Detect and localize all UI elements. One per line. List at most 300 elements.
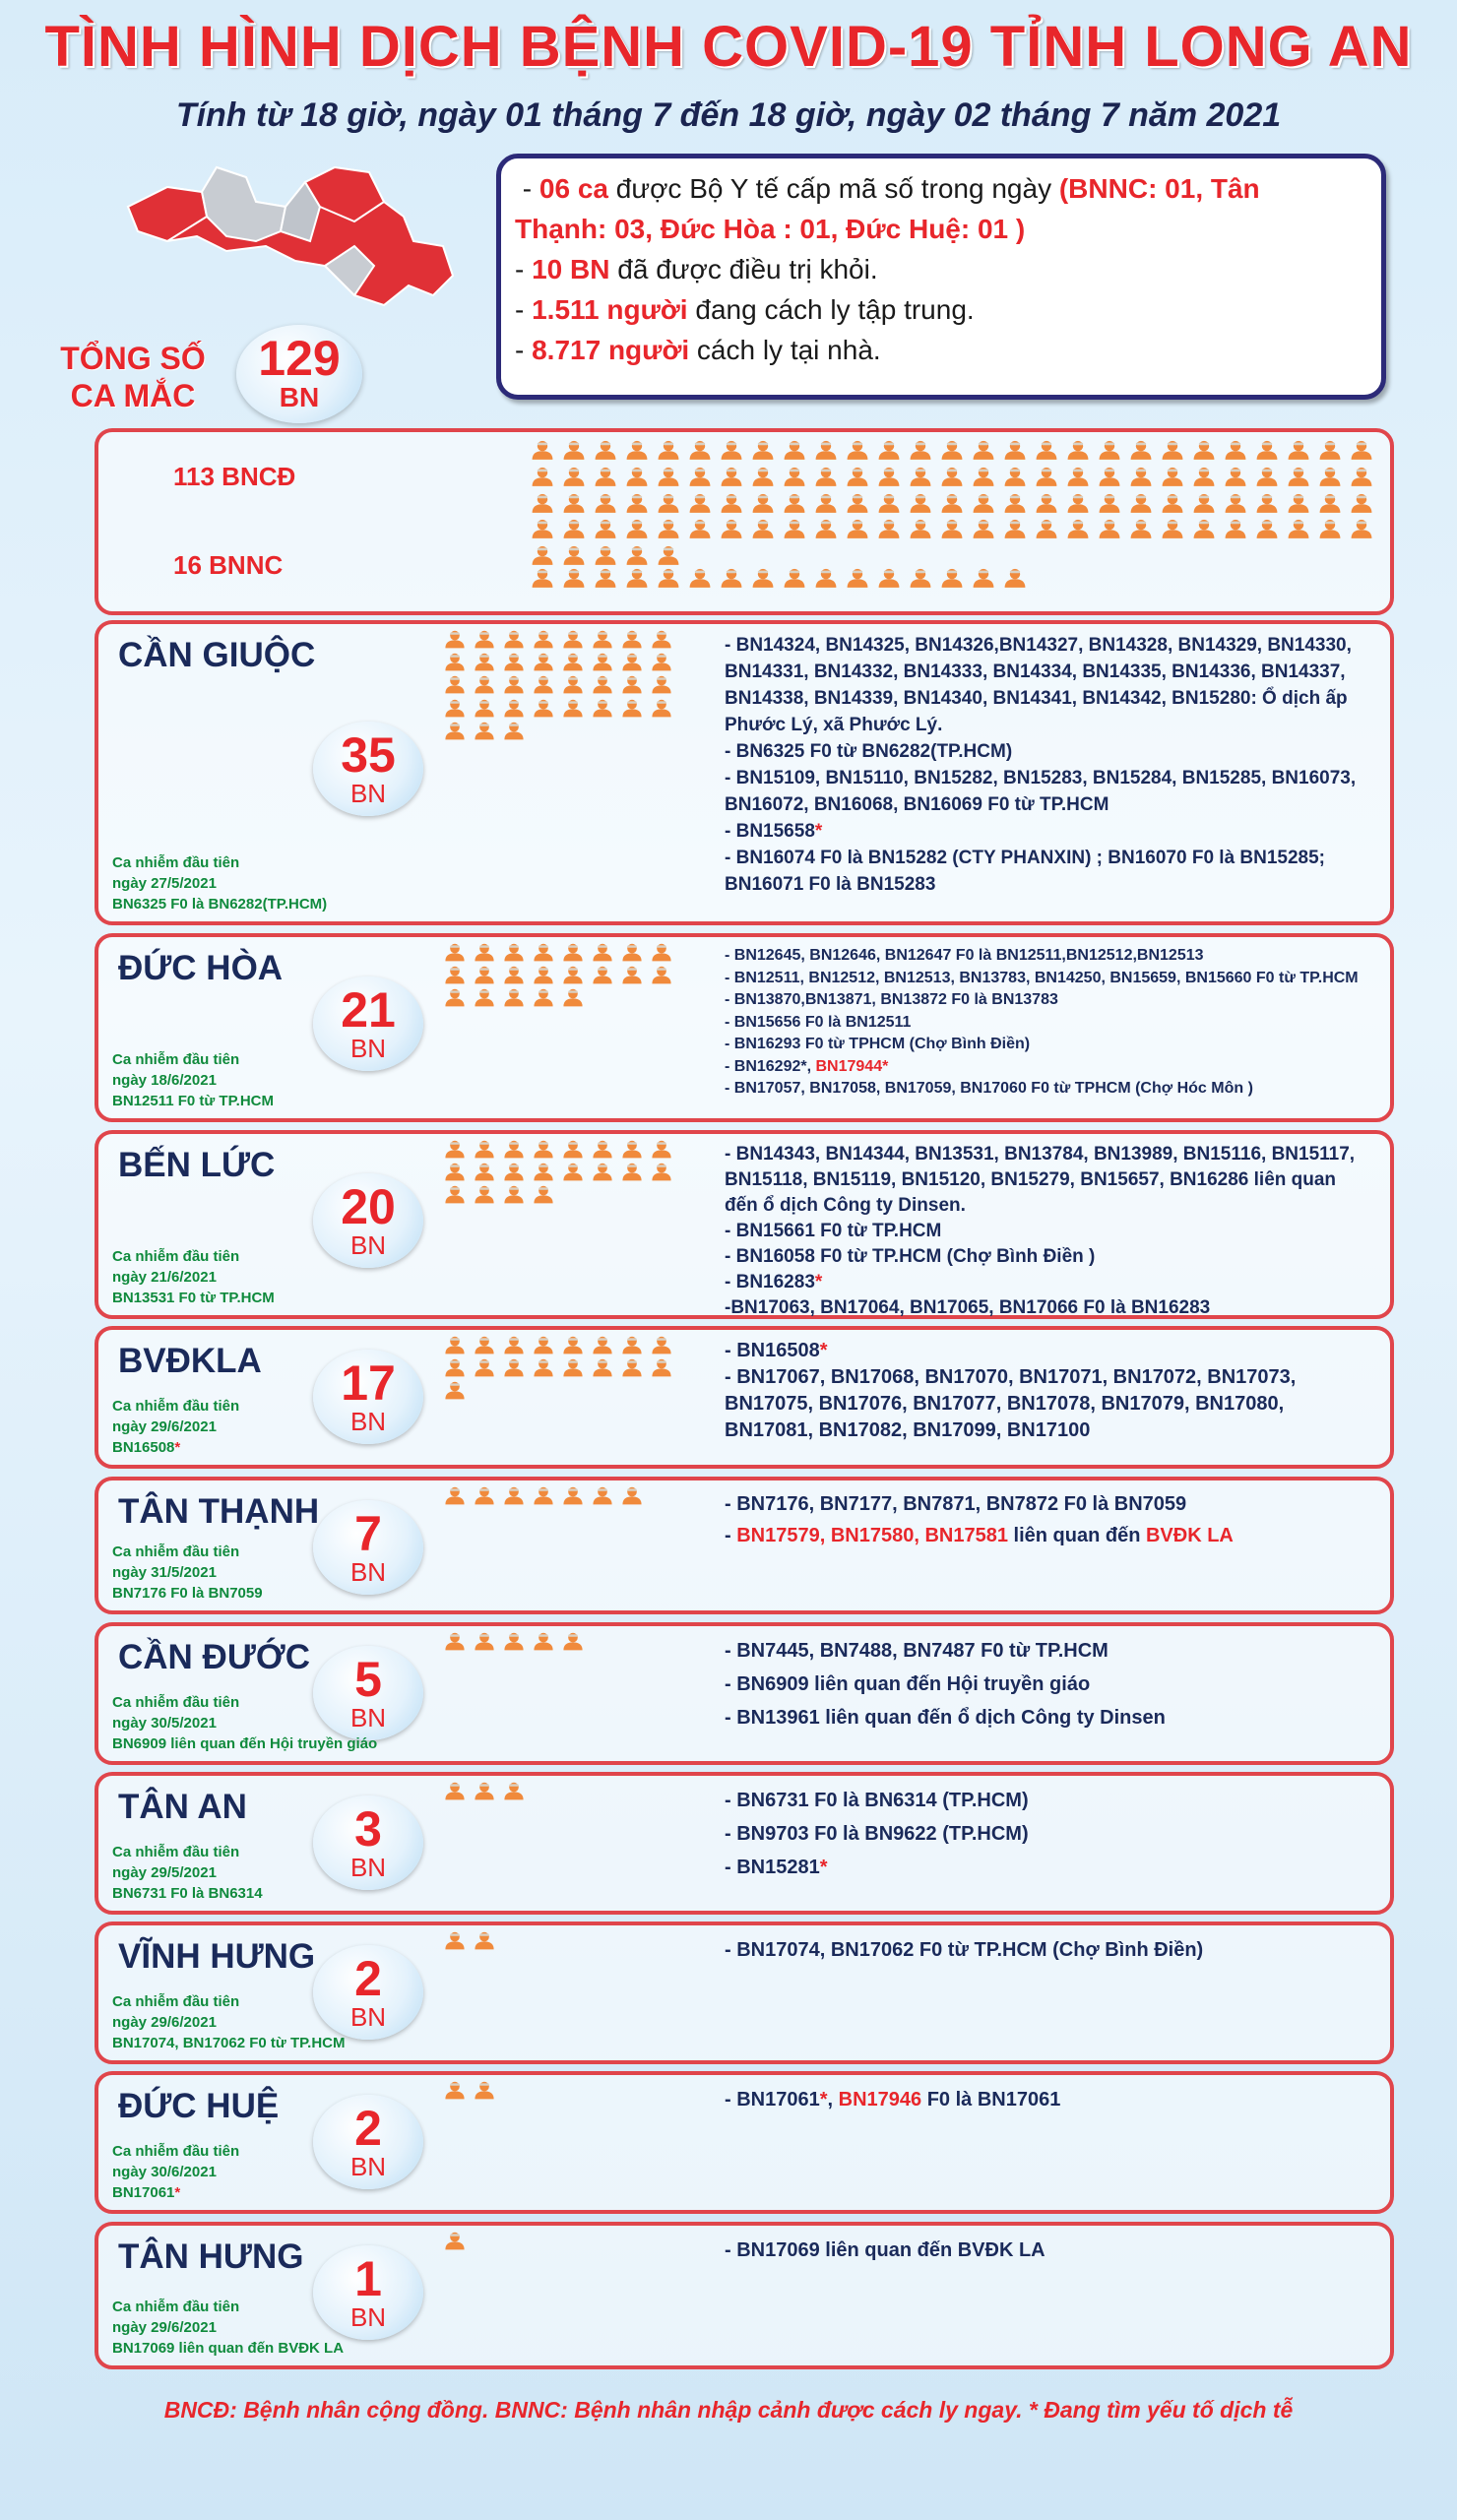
first-case-source-text: BN16508 <box>112 1439 175 1456</box>
bncd-person-grid <box>530 440 1386 566</box>
person-icon <box>971 440 996 461</box>
total-cases-bubble <box>236 325 362 423</box>
summary-line-3 <box>515 249 1367 289</box>
person-icon <box>656 467 681 487</box>
person-icon <box>532 630 555 649</box>
person-icon <box>502 988 526 1007</box>
person-icon <box>473 1782 496 1800</box>
total-cases-label <box>39 340 226 414</box>
person-icon <box>561 1140 585 1159</box>
detail-text: -BN17063, BN17064, BN17065, BN17066 F0 là BN16283 <box>725 1297 1211 1318</box>
person-icon <box>1065 493 1091 514</box>
bncd-label: 113 BNCĐ <box>173 462 296 491</box>
person-icon <box>561 440 587 461</box>
detail-text: - BN16058 F0 từ TP.HCM (Chợ Bình Điền ) <box>725 1246 1096 1267</box>
district-details <box>725 1933 1374 1967</box>
person-icon <box>443 1336 467 1354</box>
person-icon <box>561 675 585 694</box>
person-icon <box>1286 467 1311 487</box>
person-icon <box>593 519 618 539</box>
person-icon <box>591 1486 614 1505</box>
district-count: 21 <box>341 982 396 1038</box>
person-icon <box>1349 440 1374 461</box>
person-icon <box>719 519 744 539</box>
person-icon <box>473 1185 496 1204</box>
first-case-date: ngày 18/6/2021 <box>112 1072 217 1089</box>
detail-text: - BN6909 liên quan đến Hội truyền giáo <box>725 1673 1091 1695</box>
detail-line <box>725 945 1374 968</box>
person-icon <box>687 440 713 461</box>
person-icon <box>1191 493 1217 514</box>
district-count-bubble <box>313 2095 423 2189</box>
summary-quarantine: 1.511 người <box>532 294 688 325</box>
person-icon <box>1034 519 1059 539</box>
person-icon <box>443 1140 467 1159</box>
person-icon <box>443 1931 467 1950</box>
district-card <box>95 2222 1394 2369</box>
person-icon <box>561 630 585 649</box>
person-icon <box>1317 440 1343 461</box>
detail-tail-2: F0 là BN17061 <box>921 2089 1061 2110</box>
footer-legend: BNCĐ: Bệnh nhân cộng đồng. BNNC: Bệnh nhân nhập cảnh được cách ly ngay. * Đang tìm yếu tố dịch tễ <box>163 2397 1294 2423</box>
person-icon <box>593 568 618 589</box>
detail-highlight: * <box>819 2089 828 2110</box>
detail-tail: liên quan đến <box>1007 1525 1146 1546</box>
detail-text: - BN15656 F0 là BN12511 <box>725 1013 912 1031</box>
first-case-source <box>112 1288 275 1308</box>
first-case-date: ngày 29/5/2021 <box>112 1864 217 1881</box>
first-case-note <box>112 1396 239 1458</box>
district-details <box>725 1488 1374 1551</box>
first-case-source <box>112 2338 344 2359</box>
province-map-icon <box>108 148 463 325</box>
page-subtitle: Tính từ 18 giờ, ngày 01 tháng 7 đến 18 giờ, ngày 02 tháng 7 năm 2021 <box>175 96 1282 134</box>
detail-text: - BN9703 F0 là BN9622 (TP.HCM) <box>725 1823 1029 1845</box>
person-icon <box>473 966 496 984</box>
person-icon <box>591 675 614 694</box>
person-icon <box>650 943 673 962</box>
summary-dash: - <box>515 294 533 325</box>
total-count: 129 <box>258 331 341 386</box>
person-icon <box>473 722 496 740</box>
first-case-source-text: BN6731 F0 là BN6314 <box>112 1885 263 1902</box>
district-details <box>725 1784 1374 1884</box>
person-icon <box>624 440 650 461</box>
person-icon <box>443 2232 467 2250</box>
first-case-title: Ca nhiễm đầu tiên <box>112 854 240 871</box>
bnnc-label: 16 BNNC <box>173 550 284 580</box>
person-icon <box>502 630 526 649</box>
district-unit: BN <box>349 1557 387 1587</box>
person-icon <box>687 467 713 487</box>
person-icon <box>719 568 744 589</box>
person-icon <box>620 1486 644 1505</box>
person-icon <box>876 519 902 539</box>
person-icon <box>561 568 587 589</box>
person-icon <box>620 1336 644 1354</box>
person-icon <box>591 1336 614 1354</box>
person-icon <box>876 440 902 461</box>
person-icon <box>502 1486 526 1505</box>
person-icon <box>473 1358 496 1377</box>
person-icon <box>939 519 965 539</box>
person-icon <box>561 467 587 487</box>
first-case-note <box>112 1991 346 2053</box>
detail-line <box>725 738 1374 765</box>
person-icon <box>782 493 807 514</box>
first-case-note <box>112 852 327 914</box>
first-case-title: Ca nhiễm đầu tiên <box>112 2299 240 2315</box>
detail-text: - BN6731 F0 là BN6314 (TP.HCM) <box>725 1790 1029 1811</box>
person-icon <box>1034 440 1059 461</box>
district-unit: BN <box>349 1407 387 1436</box>
person-icon <box>656 545 681 566</box>
person-icon <box>1002 493 1028 514</box>
district-count-bubble <box>313 1350 423 1444</box>
district-name: TÂN HƯNG <box>118 2237 304 2276</box>
summary-breakdown: (BNNC: 01, Tân <box>1058 173 1260 204</box>
person-icon <box>971 519 996 539</box>
first-case-source-text: BN17061 <box>112 2184 175 2201</box>
detail-line <box>725 2083 1374 2116</box>
person-icon <box>750 519 776 539</box>
person-icon <box>750 568 776 589</box>
detail-text: - <box>725 1525 737 1546</box>
person-icon <box>561 1486 585 1505</box>
person-icon <box>593 545 618 566</box>
person-icon <box>530 545 555 566</box>
detail-line <box>725 1520 1374 1551</box>
person-icon <box>1254 493 1280 514</box>
first-case-source-text: BN17074, BN17062 F0 từ TP.HCM <box>112 2035 346 2051</box>
person-icon <box>813 568 839 589</box>
person-icon <box>532 1486 555 1505</box>
district-unit: BN <box>349 1703 387 1732</box>
person-icon <box>971 568 996 589</box>
district-person-grid <box>443 1931 689 1950</box>
person-icon <box>473 675 496 694</box>
detail-highlight: * <box>814 1272 823 1292</box>
first-case-title: Ca nhiễm đầu tiên <box>112 1544 240 1560</box>
person-icon <box>1160 519 1185 539</box>
person-icon <box>650 966 673 984</box>
detail-line <box>725 632 1374 738</box>
first-case-title: Ca nhiễm đầu tiên <box>112 1051 240 1068</box>
summary-text: đã được điều trị khỏi. <box>609 254 878 284</box>
person-icon <box>473 988 496 1007</box>
person-icon <box>532 699 555 718</box>
district-count-bubble <box>313 722 423 816</box>
person-icon <box>502 722 526 740</box>
detail-tail: , <box>827 2089 839 2110</box>
person-icon <box>687 519 713 539</box>
person-icon <box>532 675 555 694</box>
district-details <box>725 632 1374 898</box>
detail-highlight: BN17944* <box>815 1057 889 1075</box>
person-icon <box>561 699 585 718</box>
first-case-date: ngày 29/6/2021 <box>112 2319 217 2336</box>
person-icon <box>502 1185 526 1204</box>
person-icon <box>971 493 996 514</box>
person-icon <box>656 519 681 539</box>
district-details <box>725 945 1374 1101</box>
detail-text: - BN16508 <box>725 1340 820 1361</box>
district-card <box>95 1772 1394 1915</box>
detail-line <box>725 1668 1374 1701</box>
first-case-source <box>112 2033 346 2053</box>
district-unit: BN <box>349 1230 387 1260</box>
summary-line-5 <box>515 330 1367 370</box>
person-icon <box>532 1358 555 1377</box>
person-icon <box>1002 568 1028 589</box>
person-icon <box>1002 467 1028 487</box>
first-case-note <box>112 1692 377 1754</box>
person-icon <box>719 440 744 461</box>
detail-line <box>725 1012 1374 1035</box>
person-icon <box>620 1163 644 1181</box>
district-details <box>725 1634 1374 1734</box>
person-icon <box>908 440 933 461</box>
district-count: 17 <box>341 1355 396 1411</box>
person-icon <box>624 545 650 566</box>
first-case-star: * <box>174 2184 181 2201</box>
detail-text: - BN14324, BN14325, BN14326,BN14327, BN14328, BN14329, BN14330, BN14331, BN14332, BN14333, BN14334, BN14335, BN14336, BN14337, BN14338, BN14339, BN14340, BN14341, BN14342, BN15280: Ổ dịch ấp Phước Lý, xã Phước Lý. <box>725 635 1352 735</box>
district-unit: BN <box>349 779 387 808</box>
district-person-grid <box>443 1336 689 1401</box>
person-icon <box>1254 467 1280 487</box>
detail-line <box>725 1244 1374 1270</box>
detail-text: - BN17057, BN17058, BN17059, BN17060 F0 từ TPHCM (Chợ Hóc Môn ) <box>725 1080 1253 1097</box>
first-case-source-text: BN17069 liên quan đến BVĐK LA <box>112 2340 345 2357</box>
person-icon <box>620 630 644 649</box>
detail-line <box>725 818 1374 845</box>
person-icon <box>530 519 555 539</box>
person-icon <box>591 653 614 671</box>
first-case-note <box>112 1542 263 1604</box>
person-icon <box>845 493 870 514</box>
detail-line <box>725 1784 1374 1817</box>
first-case-star: * <box>174 1439 181 1456</box>
person-icon <box>443 630 467 649</box>
person-icon <box>719 493 744 514</box>
detail-text: - BN17067, BN17068, BN17070, BN17071, BN17072, BN17073, BN17075, BN17076, BN17077, BN17078, BN17079, BN17080, BN17081, BN17082, BN17099, BN17100 <box>725 1366 1297 1441</box>
person-icon <box>473 1632 496 1651</box>
first-case-note <box>112 1842 263 1904</box>
person-icon <box>813 467 839 487</box>
district-name: BVĐKLA <box>118 1342 262 1380</box>
person-icon <box>561 966 585 984</box>
person-icon <box>502 1782 526 1800</box>
person-icon <box>473 2081 496 2100</box>
detail-line <box>725 845 1374 898</box>
person-icon <box>532 966 555 984</box>
district-details <box>725 1338 1374 1444</box>
person-icon <box>1223 519 1248 539</box>
district-count-bubble <box>313 1173 423 1268</box>
person-icon <box>845 467 870 487</box>
person-icon <box>532 1185 555 1204</box>
person-icon <box>561 1632 585 1651</box>
district-details <box>725 1142 1374 1321</box>
district-person-grid <box>443 1486 689 1505</box>
person-icon <box>750 467 776 487</box>
district-count: 1 <box>354 2251 382 2306</box>
person-icon <box>1160 493 1185 514</box>
detail-highlight: BN17579, BN17580, BN17581 <box>736 1525 1008 1546</box>
district-count: 2 <box>354 1951 382 2006</box>
person-icon <box>876 467 902 487</box>
district-name: ĐỨC HUỆ <box>118 2087 280 2125</box>
summary-home-isolation: 8.717 người <box>532 335 690 365</box>
person-icon <box>624 568 650 589</box>
person-icon <box>1223 493 1248 514</box>
person-icon <box>1160 467 1185 487</box>
person-icon <box>593 467 618 487</box>
district-count: 5 <box>354 1652 382 1707</box>
person-icon <box>620 675 644 694</box>
district-name: CẦN GIUỘC <box>118 636 316 674</box>
person-icon <box>620 1358 644 1377</box>
district-name: BẾN LỨC <box>118 1146 276 1184</box>
first-case-date: ngày 21/6/2021 <box>112 1269 217 1286</box>
summary-line-2: Thạnh: 03, Đức Hòa : 01, Đức Huệ: 01 ) <box>515 214 1026 244</box>
detail-line <box>725 1219 1374 1244</box>
district-unit: BN <box>349 2002 387 2032</box>
district-count: 3 <box>354 1801 382 1857</box>
person-icon <box>750 493 776 514</box>
person-icon <box>473 653 496 671</box>
first-case-note <box>112 2297 344 2359</box>
detail-line <box>725 1933 1374 1967</box>
person-icon <box>1191 519 1217 539</box>
person-icon <box>650 653 673 671</box>
person-icon <box>532 1163 555 1181</box>
person-icon <box>532 653 555 671</box>
person-icon <box>561 1163 585 1181</box>
person-icon <box>561 1336 585 1354</box>
district-card <box>95 620 1394 925</box>
first-case-note <box>112 1049 274 1111</box>
district-person-grid <box>443 1782 689 1800</box>
detail-text: - BN7176, BN7177, BN7871, BN7872 F0 là BN7059 <box>725 1493 1187 1515</box>
detail-line <box>725 1270 1374 1295</box>
person-icon <box>502 1163 526 1181</box>
person-icon <box>624 493 650 514</box>
first-case-source <box>112 1883 263 1904</box>
person-icon <box>502 1358 526 1377</box>
person-icon <box>473 1486 496 1505</box>
detail-line <box>725 1364 1374 1444</box>
first-case-source-text: BN6325 F0 là BN6282(TP.HCM) <box>112 896 328 913</box>
person-icon <box>687 568 713 589</box>
summary-line-4 <box>515 289 1367 330</box>
person-icon <box>502 699 526 718</box>
person-icon <box>908 493 933 514</box>
first-case-date: ngày 30/6/2021 <box>112 2164 217 2180</box>
person-icon <box>656 493 681 514</box>
first-case-title: Ca nhiễm đầu tiên <box>112 1694 240 1711</box>
district-count: 2 <box>354 2101 382 2156</box>
first-case-source <box>112 1091 274 1111</box>
detail-line <box>725 1851 1374 1884</box>
first-case-date: ngày 27/5/2021 <box>112 875 217 892</box>
person-icon <box>1002 519 1028 539</box>
person-icon <box>1128 519 1154 539</box>
detail-text: - BN15109, BN15110, BN15282, BN15283, BN15284, BN15285, BN16073, BN16072, BN16068, BN16069 F0 từ TP.HCM <box>725 768 1357 815</box>
detail-highlight: * <box>819 1340 828 1361</box>
person-icon <box>443 1163 467 1181</box>
detail-line <box>725 1078 1374 1101</box>
person-icon <box>502 1632 526 1651</box>
district-card <box>95 1130 1394 1319</box>
person-icon <box>1223 467 1248 487</box>
page-title: TÌNH HÌNH DỊCH BỆNH COVID-19 TỈNH LONG AN <box>44 15 1413 79</box>
person-icon <box>650 1140 673 1159</box>
person-icon <box>502 966 526 984</box>
district-details <box>725 2234 1374 2267</box>
person-icon <box>1223 440 1248 461</box>
person-icon <box>591 943 614 962</box>
person-icon <box>1254 519 1280 539</box>
person-icon <box>650 1358 673 1377</box>
person-icon <box>443 2081 467 2100</box>
person-icon <box>1097 440 1122 461</box>
person-icon <box>876 493 902 514</box>
district-person-grid <box>443 2232 689 2250</box>
summary-dash: - <box>515 254 533 284</box>
person-icon <box>532 1336 555 1354</box>
person-icon <box>502 675 526 694</box>
district-count-bubble <box>313 1796 423 1890</box>
person-icon <box>813 493 839 514</box>
detail-text: - BN6325 F0 từ BN6282(TP.HCM) <box>725 741 1013 762</box>
person-icon <box>845 519 870 539</box>
district-name: TÂN AN <box>118 1788 247 1826</box>
district-count: 35 <box>341 727 396 783</box>
first-case-title: Ca nhiễm đầu tiên <box>112 1993 240 2010</box>
person-icon <box>473 1140 496 1159</box>
detail-line <box>725 1634 1374 1668</box>
detail-text: - BN16293 F0 từ TPHCM (Chợ Bình Điền) <box>725 1036 1031 1052</box>
district-count: 7 <box>354 1506 382 1561</box>
daily-summary-box <box>496 154 1386 400</box>
person-icon <box>1286 519 1311 539</box>
total-label-line1: TỔNG SỐ <box>60 341 206 376</box>
district-unit: BN <box>349 2152 387 2181</box>
person-icon <box>443 1486 467 1505</box>
first-case-title: Ca nhiễm đầu tiên <box>112 1248 240 1265</box>
first-case-source <box>112 1437 239 1458</box>
person-icon <box>532 1140 555 1159</box>
person-icon <box>1097 519 1122 539</box>
case-type-breakdown <box>95 428 1394 615</box>
person-icon <box>1286 493 1311 514</box>
person-icon <box>443 675 467 694</box>
person-icon <box>443 1358 467 1377</box>
person-icon <box>650 1163 673 1181</box>
detail-line <box>725 765 1374 818</box>
person-icon <box>502 1336 526 1354</box>
detail-highlight: * <box>819 1857 828 1878</box>
person-icon <box>561 943 585 962</box>
person-icon <box>620 943 644 962</box>
person-icon <box>443 988 467 1007</box>
person-icon <box>1317 519 1343 539</box>
person-icon <box>591 1358 614 1377</box>
detail-text: - BN12511, BN12512, BN12513, BN13783, BN14250, BN15659, BN15660 F0 từ TP.HCM <box>725 969 1359 986</box>
first-case-source-text: BN13531 F0 từ TP.HCM <box>112 1290 275 1306</box>
person-icon <box>443 1632 467 1651</box>
